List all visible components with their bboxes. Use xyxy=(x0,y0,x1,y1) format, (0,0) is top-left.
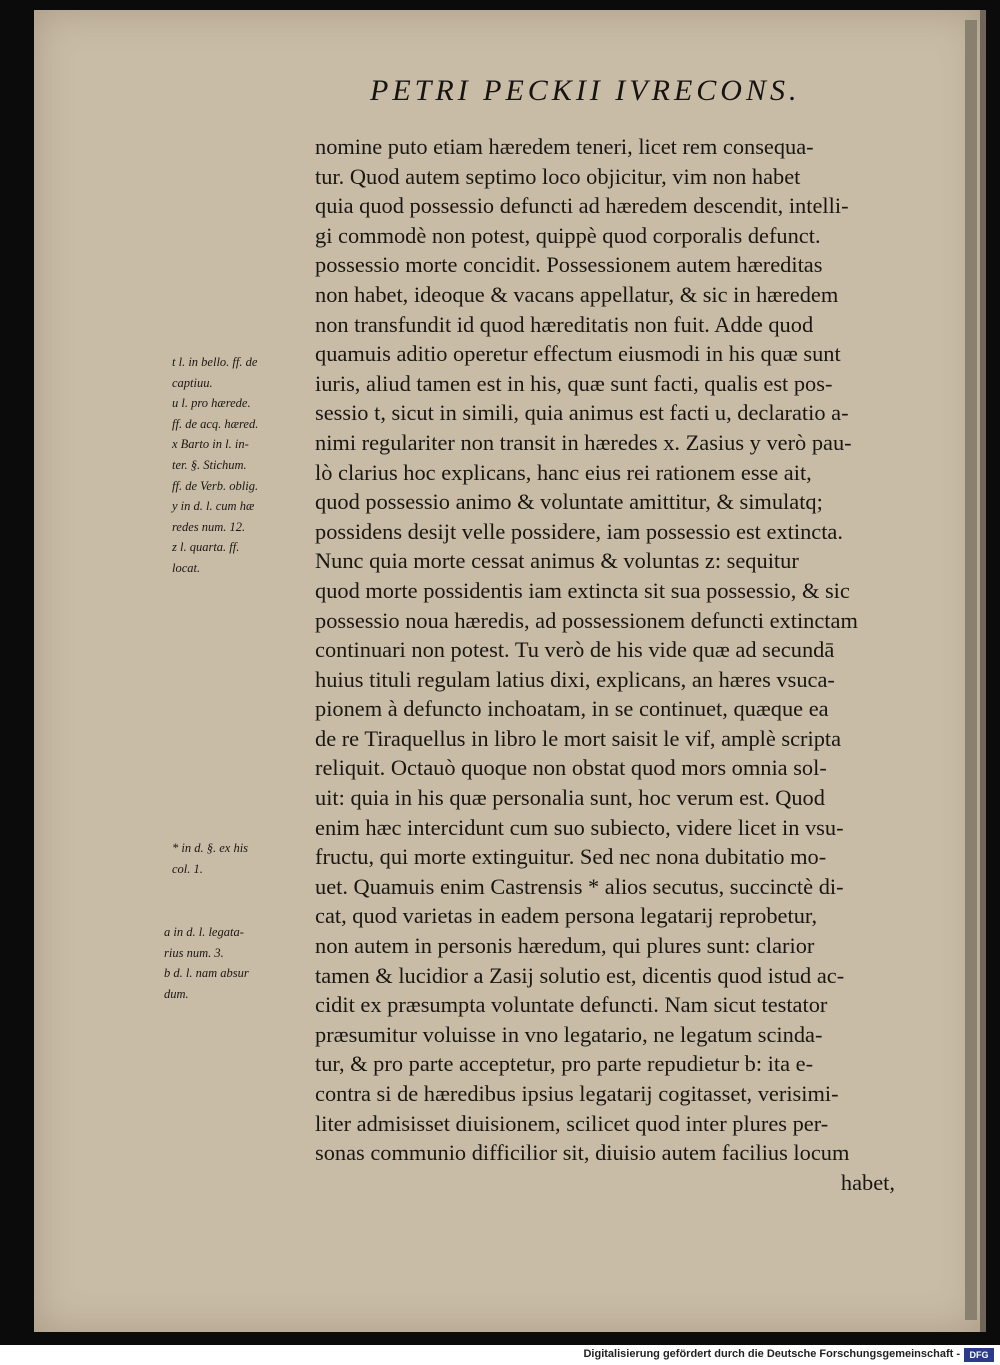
marginal-notes-group-1 xyxy=(172,352,312,579)
text-line: gi commodè non potest, quippè quod corporalis defunct. xyxy=(315,222,821,248)
text-line: huius tituli regulam latius dixi, explicans, an hæres vsuca- xyxy=(315,666,835,692)
marginal-note-line: u l. pro hærede. xyxy=(172,396,251,411)
marginal-notes-group-2 xyxy=(172,838,312,879)
text-line: tur, & pro parte acceptetur, pro parte repudietur b: ita e- xyxy=(315,1051,814,1077)
text-line: præsumitur voluisse in vno legatario, ne legatum scinda- xyxy=(315,1021,823,1047)
text-line: fructu, qui morte extinguitur. Sed nec nona dubitatio mo- xyxy=(315,844,827,870)
text-line: Nunc quia morte cessat animus & voluntas z: sequitur xyxy=(315,548,799,574)
marginal-note-line: ff. de acq. hæred. xyxy=(172,416,259,431)
text-line: quod morte possidentis iam extincta sit sua possessio, & sic xyxy=(315,577,850,603)
marginal-note-line: a in d. l. legata- xyxy=(164,925,244,939)
text-line: tur. Quod autem septimo loco objicitur, vim non habet xyxy=(315,163,801,189)
text-line: liter admisisset diuisionem, scilicet quod inter plures per- xyxy=(315,1110,829,1136)
text-line: tamen & lucidior a Zasij solutio est, dicentis quod istud ac- xyxy=(315,962,845,988)
marginal-note-line: z l. quarta. ff. xyxy=(172,540,240,555)
marginal-note-line: redes num. 12. xyxy=(172,519,246,534)
marginal-note-line: locat. xyxy=(172,560,201,575)
text-line: de re Tiraquellus in libro le mort saisit le vif, amplè scripta xyxy=(315,725,842,751)
text-line: cat, quod varietas in eadem persona legatarij reprobetur, xyxy=(315,903,818,929)
text-line: uet. Quamuis enim Castrensis * alios secutus, succinctè di- xyxy=(315,873,844,899)
footer-credit: Digitalisierung gefördert durch die Deutsche Forschungsgemeinschaft - xyxy=(583,1348,960,1360)
marginal-note-line: ff. de Verb. oblig. xyxy=(172,478,259,493)
text-line: sonas communio difficilior sit, diuisio autem facilius locum xyxy=(315,1140,850,1166)
text-line: uit: quia in his quæ personalia sunt, hoc verum est. Quod xyxy=(315,785,825,811)
text-line: continuari non potest. Tu verò de his vide quæ ad secundā xyxy=(315,637,835,663)
marginal-note-line: b d. l. nam absur xyxy=(164,966,249,981)
marginal-note-line: * in d. §. ex his xyxy=(172,841,249,855)
text-line: contra si de hæredibus ipsius legatarij cogitasset, verisimi- xyxy=(315,1081,839,1106)
text-line: non autem in personis hæredum, qui plures sunt: clarior xyxy=(315,933,815,959)
text-line: possessio noua hæredis, ad possessionem defuncti extinctam xyxy=(315,607,858,633)
text-line: quia quod possessio defuncti ad hæredem descendit, intelli- xyxy=(315,193,849,219)
catchword: habet, xyxy=(840,1169,895,1195)
text-line: reliquit. Octauò quoque non obstat quod mors omnia sol- xyxy=(315,755,827,781)
marginal-note-line: t l. in bello. ff. de xyxy=(172,355,258,369)
text-line: quod possessio animo & voluntate amittitur, & simulatq; xyxy=(315,489,823,515)
running-head: PETRI PECKII IVRECONS. xyxy=(370,74,801,107)
footer-bar xyxy=(0,1345,1000,1365)
text-line: lò clarius hoc explicans, hanc eius rei rationem esse ait, xyxy=(315,459,812,485)
text-line: pionem à defuncto inchoatam, in se continuet, quæque ea xyxy=(315,696,829,722)
marginal-note-line: y in d. l. cum hæ xyxy=(172,499,255,514)
marginal-notes-group-3 xyxy=(164,922,304,1004)
body-text xyxy=(315,132,915,1197)
dfg-logo: DFG xyxy=(964,1348,994,1362)
marginal-note-line: captiuu. xyxy=(172,375,213,390)
marginal-note-line: col. 1. xyxy=(172,861,203,876)
text-line: enim hæc intercidunt cum suo subiecto, videre licet in vsu- xyxy=(315,814,844,840)
page-edge xyxy=(965,20,977,1320)
text-line: possidens desijt velle possidere, iam possessio est extincta. xyxy=(315,518,843,544)
text-line: sessio t, sicut in simili, quia animus est facti u, declaratio a- xyxy=(315,400,849,426)
text-line: nomine puto etiam hæredem teneri, licet rem consequa- xyxy=(315,134,814,159)
marginal-note-line: ter. §. Stichum. xyxy=(172,457,247,472)
text-line: iuris, aliud tamen est in his, quæ sunt facti, qualis est pos- xyxy=(315,370,833,396)
text-line: cidit ex præsumpta voluntate defuncti. Nam sicut testator xyxy=(315,992,828,1018)
text-line: possessio morte concidit. Possessionem autem hæreditas xyxy=(315,252,823,278)
marginal-note-line: rius num. 3. xyxy=(164,945,224,960)
text-line: non habet, ideoque & vacans appellatur, & sic in hæredem xyxy=(315,281,839,307)
text-line: quamuis aditio operetur effectum eiusmodi in his quæ sunt xyxy=(315,341,841,367)
marginal-note-line: dum. xyxy=(164,986,189,1001)
text-line: nimi regulariter non transit in hæredes x. Zasius y verò pau- xyxy=(315,429,852,455)
marginal-note-line: x Barto in l. in- xyxy=(172,437,249,452)
text-line: non transfundit id quod hæreditatis non fuit. Adde quod xyxy=(315,311,814,337)
